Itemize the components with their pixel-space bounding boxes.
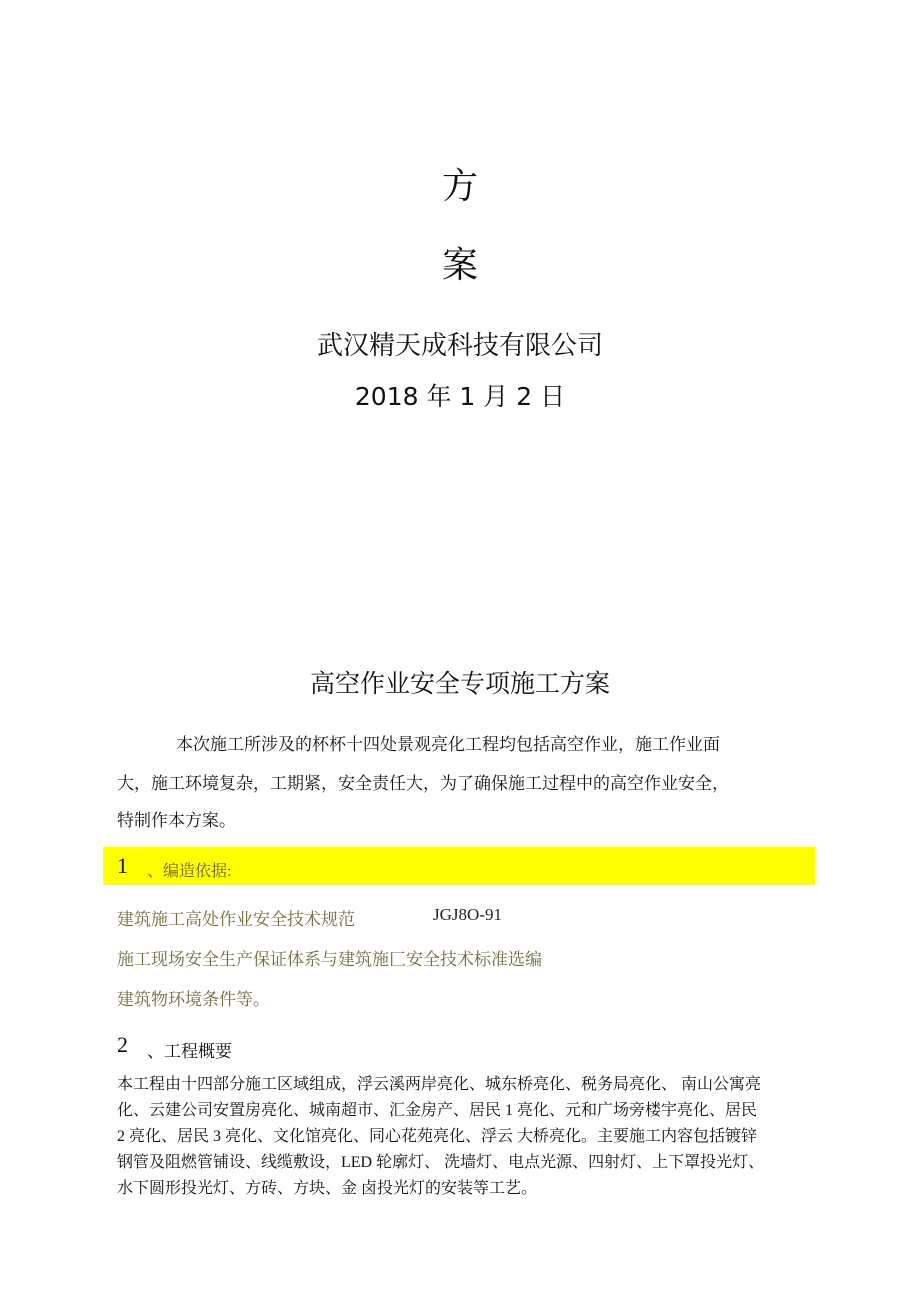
- company-name: 武汉精天成科技有限公司: [316, 331, 603, 361]
- intro-line-3: 特制作本方案。: [117, 811, 236, 830]
- section-1-title: 、编造依据:: [147, 863, 232, 880]
- overview-line-2: 化、云建公司安置房亮化、城南超市、汇金房产、居民 1 亮化、元和广场旁楼宇亮化、居民: [117, 1102, 758, 1119]
- project-overview: [117, 1072, 829, 1202]
- cover-title-char-2: 案: [441, 245, 478, 286]
- overview-line-3: 2 亮化、居民 3 亮化、文化馆亮化、同心花苑亮化、浮云 大桥亮化。主要施工内容包括镀锌: [117, 1128, 758, 1145]
- document-title: 高空作业安全专项施工方案: [309, 669, 610, 698]
- overview-line-4: 钢管及阻燃管铺设、线缆敷设，LED 轮廓灯、 洗墙灯、电点光源、四射灯、上下罩投光灯、: [117, 1154, 765, 1171]
- overview-line-1: 本工程由十四部分施工区域组成，浮云溪两岸亮化、城东桥亮化、税务局亮化、 南山公寓亮: [117, 1076, 762, 1093]
- cover-date: 2018 年 1 月 2 日: [354, 382, 566, 411]
- reference-code-1: JGJ8O-91: [433, 905, 502, 924]
- section-1-number: 1: [117, 853, 128, 878]
- cover-title-char-1: 方: [441, 166, 478, 207]
- reference-item-3: 建筑物环境条件等。: [117, 990, 270, 1009]
- overview-line-5: 水下圆形投光灯、方砖、方块、金 卤投光灯的安装等工艺。: [117, 1180, 538, 1197]
- intro-line-2: 大，施工环境复杂，工期紧，安全责任大，为了确保施工过程中的高空作业安全，: [117, 774, 729, 793]
- section-2-number: 2: [117, 1032, 128, 1057]
- section-2-title: 、工程概要: [147, 1042, 232, 1061]
- intro-line-1: 本次施工所涉及的杯杯十四处景观亮化工程均包括高空作业，施工作业面: [176, 735, 720, 754]
- reference-item-1: 建筑施工高处作业安全技术规范: [117, 910, 355, 929]
- reference-item-2: 施工现场安全生产保证体系与建筑施匚安全技术标准选编: [117, 950, 542, 969]
